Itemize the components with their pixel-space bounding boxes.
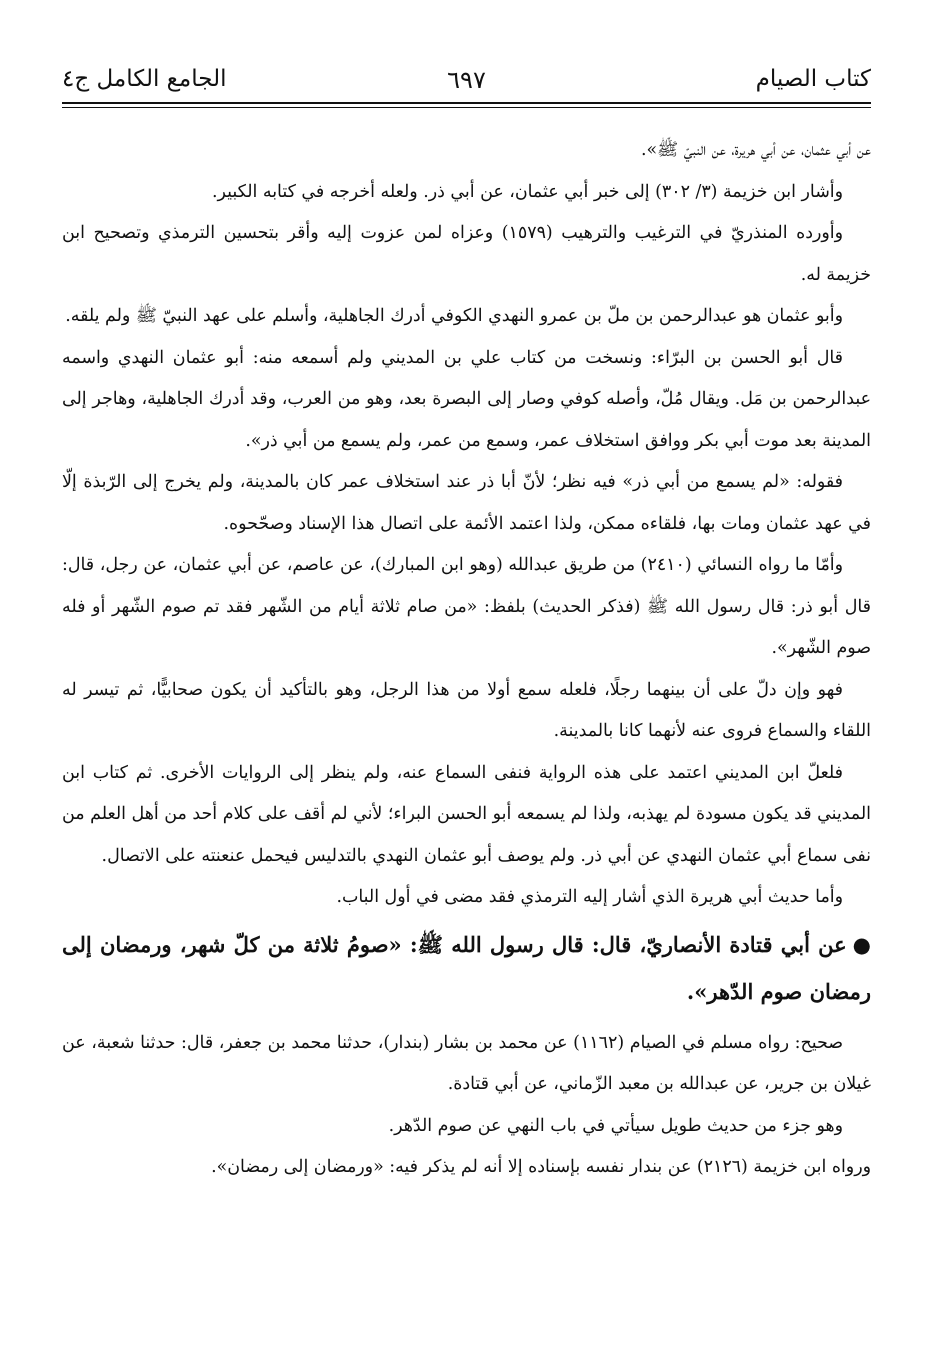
paragraph: فهو وإن دلّ على أن بينهما رجلًا، فلعله سمع أولا من هذا الرجل، وهو بالتأكيد أن يكون صحابيًّا، ثم تيسر له اللقاء والسماع فروى عنه لأنهما كانا بالمدينة. bbox=[62, 679, 871, 741]
hadith-text bbox=[62, 921, 871, 1015]
page-body bbox=[62, 130, 871, 1189]
paragraph: وأبو عثمان هو عبدالرحمن بن ملّ بن عمرو النهدي الكوفي أدرك الجاهلية، وأسلم على عهد النبيّ ﷺ ولم يلقه. bbox=[65, 306, 843, 326]
paragraph: وأما حديث أبي هريرة الذي أشار إليه الترمذي فقد مضى في أول الباب. bbox=[336, 887, 843, 907]
paragraph: عن أبي عثمان، عن أبي هريرة، عن النبيّ ﷺ». bbox=[641, 140, 871, 160]
paragraph: وأشار ابن خزيمة (٣/ ٣٠٢) إلى خبر أبي عثمان، عن أبي ذر. ولعله أخرجه في كتابه الكبير. bbox=[212, 181, 843, 202]
paragraph: صحيح: رواه مسلم في الصيام (١١٦٢) عن محمد بن بشار (بندار)، حدثنا محمد بن جعفر، قال: حدثنا شعبة، عن غيلان بن جرير، عن عبدالله بن معبد الزّماني، عن أبي قتادة. bbox=[62, 1032, 871, 1094]
bullet-icon: ● bbox=[852, 931, 871, 957]
hadith-body: عن أبي قتادة الأنصاريّ، قال: قال رسول الله ﷺ: «صومُ ثلاثة من كلّ شهر، ورمضان إلى رمضان صوم الدّهر». bbox=[62, 931, 871, 1004]
paragraph: قال أبو الحسن بن البرّاء: ونسخت من كتاب علي بن المديني ولم أسمعه منه: أبو عثمان النهدي واسمه عبدالرحمن بن مَل. ويقال مُلّ، وأصله كوفي وصار إلى البصرة بعد، وهو من العرب، وقد أدرك الجاهلية، وهاجر إلى المدينة بعد موت أبي بكر ووافق استخلاف عمر، وسمع من عمر، ولم يسمع من أبي ذر». bbox=[62, 347, 871, 451]
paragraph: وأورده المنذريّ في الترغيب والترهيب (١٥٧٩) وعزاه لمن عزوت إليه وأقر بتحسين الترمذي وتصحيح ابن خزيمة له. bbox=[62, 223, 871, 285]
paragraph: فلعلّ ابن المديني اعتمد على هذه الرواية فنفى السماع عنه، ولم ينظر إلى الروايات الأخرى. ثم كتاب ابن المديني قد يكون مسودة لم يهذبه، ولذا لم يسمعه أبو الحسن البراء؛ لأني لم أقف على كلام أحد من أهل العلم من نفى سماع أبي عثمان النهدي عن أبي ذر. ولم يوصف أبو عثمان النهدي بالتدليس فيحمل عنعنته على الاتصال. bbox=[62, 762, 871, 866]
paragraph: ورواه ابن خزيمة (٢١٢٦) عن بندار نفسه بإسناده إلا أنه لم يذكر فيه: «ورمضان إلى رمضان». bbox=[211, 1157, 871, 1177]
chapter-title: كتاب الصيام bbox=[755, 66, 871, 92]
paragraph: وهو جزء من حديث طويل سيأتي في باب النهي عن صوم الدّهر. bbox=[388, 1115, 843, 1136]
book-title: الجامع الكامل ج٤ bbox=[62, 66, 227, 92]
page-number: ٦٩٧ bbox=[447, 66, 486, 94]
paragraph: وأمّا ما رواه النسائي (٢٤١٠) من طريق عبدالله (وهو ابن المبارك)، عن عاصم، عن أبي عثمان، عن رجل، قال: قال أبو ذر: قال رسول الله ﷺ (فذكر الحديث) بلفظ: «من صام ثلاثة أيام من الشّهر فقد تم صوم الشّهر أو فله صوم الشّهر». bbox=[62, 555, 871, 658]
header-rule-thick bbox=[62, 102, 871, 104]
paragraph: فقوله: «لم يسمع من أبي ذر» فيه نظر؛ لأنّ أبا ذر عند استخلاف عمر كان بالمدينة، ولم يخرج إلى الرّبذة إلّا في عهد عثمان ومات بها، فلقاءه ممكن، ولذا اعتمد الأئمة على اتصال هذا الإسناد وصحّحوه. bbox=[62, 472, 871, 534]
header-rule-thin bbox=[62, 107, 871, 108]
page-header bbox=[62, 58, 871, 102]
